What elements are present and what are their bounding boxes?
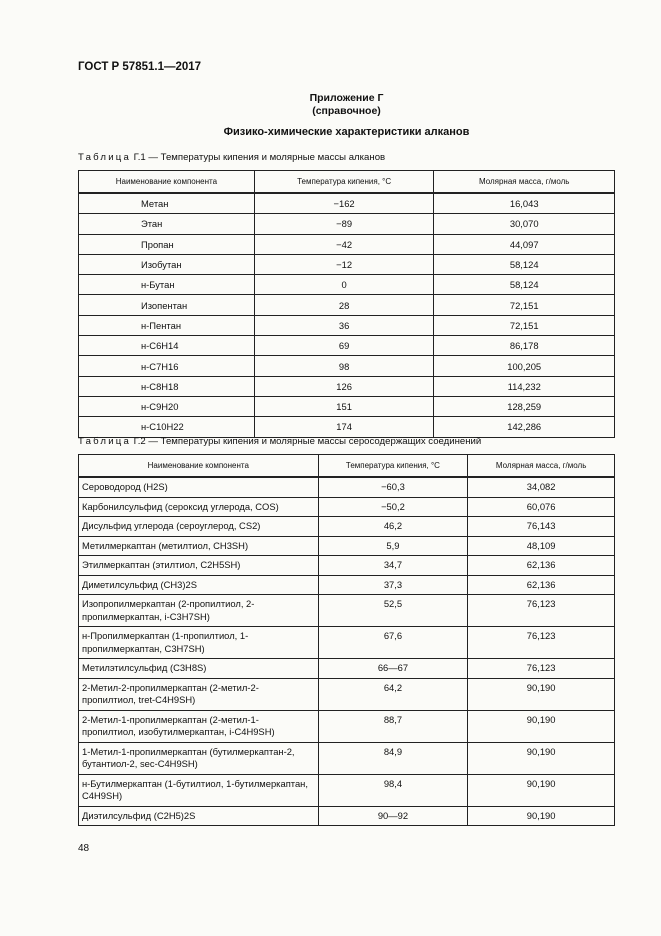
table-cell: 86,178 bbox=[434, 336, 615, 356]
table-row bbox=[79, 710, 615, 742]
table-cell: 44,097 bbox=[434, 234, 615, 254]
table-row bbox=[79, 678, 615, 710]
table-cell: −12 bbox=[254, 254, 434, 274]
table-cell: н-C8H18 bbox=[79, 376, 255, 396]
table-cell: Диэтилсульфид (C2H5)2S bbox=[79, 806, 319, 826]
table-row bbox=[79, 193, 615, 214]
table-cell: н-C10H22 bbox=[79, 417, 255, 437]
table-body bbox=[79, 477, 615, 826]
table-row bbox=[79, 517, 615, 537]
table-cell: 76,143 bbox=[468, 517, 615, 537]
table-cell: 1-Метил-1-пропилмеркаптан (бутилмеркаптан-2, бутантиол-2, sec-C4H9SH) bbox=[79, 742, 319, 774]
table-cell: 58,124 bbox=[434, 275, 615, 295]
table-cell: 100,205 bbox=[434, 356, 615, 376]
table-cell: н-Пентан bbox=[79, 315, 255, 335]
table-cell: Метилмеркаптан (метилтиол, CH3SH) bbox=[79, 536, 319, 556]
table-cell: 88,7 bbox=[318, 710, 468, 742]
table-cell: 36 bbox=[254, 315, 434, 335]
table-cell: 28 bbox=[254, 295, 434, 315]
table-cell: 48,109 bbox=[468, 536, 615, 556]
table-row bbox=[79, 275, 615, 295]
table-cell: −89 bbox=[254, 214, 434, 234]
column-header: Молярная масса, г/моль bbox=[434, 171, 615, 194]
table-cell: 76,123 bbox=[468, 627, 615, 659]
table-cell: Дисульфид углерода (сероуглерод, CS2) bbox=[79, 517, 319, 537]
table-cell: 34,7 bbox=[318, 556, 468, 576]
table-cell: н-C7H16 bbox=[79, 356, 255, 376]
appendix-label: Приложение Г bbox=[309, 92, 384, 104]
table-row bbox=[79, 477, 615, 497]
page-number: 48 bbox=[78, 843, 90, 854]
table-cell: 90,190 bbox=[468, 806, 615, 826]
table-row bbox=[79, 497, 615, 517]
table-cell: 16,043 bbox=[434, 193, 615, 214]
table-cell: −60,3 bbox=[318, 477, 468, 497]
table-cell: 151 bbox=[254, 396, 434, 416]
table-cell: 72,151 bbox=[434, 295, 615, 315]
table1-caption-prefix: Таблица bbox=[78, 152, 132, 163]
table-cell: 76,123 bbox=[468, 659, 615, 679]
table-row bbox=[79, 575, 615, 595]
table2-caption bbox=[78, 436, 481, 447]
table-row bbox=[79, 336, 615, 356]
table-cell: н-C9H20 bbox=[79, 396, 255, 416]
table-cell: 37,3 bbox=[318, 575, 468, 595]
table-cell: −162 bbox=[254, 193, 434, 214]
table-row bbox=[79, 295, 615, 315]
table-cell: 90,190 bbox=[468, 774, 615, 806]
table-cell: Диметилсульфид (CH3)2S bbox=[79, 575, 319, 595]
table-row bbox=[79, 417, 615, 437]
table-row bbox=[79, 396, 615, 416]
table-cell: −50,2 bbox=[318, 497, 468, 517]
table-cell: 90,190 bbox=[468, 678, 615, 710]
table-body bbox=[79, 193, 615, 437]
table-cell: н-Бутилмеркаптан (1-бутилтиол, 1-бутилмеркаптан, C4H9SH) bbox=[79, 774, 319, 806]
table-cell: 69 bbox=[254, 336, 434, 356]
table-cell: Изобутан bbox=[79, 254, 255, 274]
appendix-title: Физико-химические характеристики алканов bbox=[223, 126, 470, 138]
table-cell: Сероводород (H2S) bbox=[79, 477, 319, 497]
table-cell: 174 bbox=[254, 417, 434, 437]
table-row bbox=[79, 234, 615, 254]
table-cell: 126 bbox=[254, 376, 434, 396]
table-cell: 72,151 bbox=[434, 315, 615, 335]
table-cell: Изопентан bbox=[79, 295, 255, 315]
table-cell: 52,5 bbox=[318, 595, 468, 627]
table-cell: 34,082 bbox=[468, 477, 615, 497]
table-cell: −42 bbox=[254, 234, 434, 254]
alkanes-table bbox=[78, 170, 615, 438]
table-row bbox=[79, 214, 615, 234]
table1-caption-text: Г.1 — Температуры кипения и молярные массы алканов bbox=[131, 152, 386, 163]
table-header-row bbox=[79, 171, 615, 194]
table-cell: н-C6H14 bbox=[79, 336, 255, 356]
table-cell: н-Бутан bbox=[79, 275, 255, 295]
table-cell: 2-Метил-1-пропилмеркаптан (2-метил-1-пропилтиол, изобутилмеркаптан, i-C4H9SH) bbox=[79, 710, 319, 742]
table-cell: 5,9 bbox=[318, 536, 468, 556]
table-cell: 58,124 bbox=[434, 254, 615, 274]
table-row bbox=[79, 806, 615, 826]
table-cell: Метилэтилсульфид (C3H8S) bbox=[79, 659, 319, 679]
column-header: Наименование компонента bbox=[79, 455, 319, 478]
table-cell: Карбонилсульфид (сероксид углерода, COS) bbox=[79, 497, 319, 517]
table-row bbox=[79, 595, 615, 627]
table-cell: 128,259 bbox=[434, 396, 615, 416]
table-cell: 30,070 bbox=[434, 214, 615, 234]
table-cell: 67,6 bbox=[318, 627, 468, 659]
table-header-row bbox=[79, 455, 615, 478]
table-row bbox=[79, 254, 615, 274]
standard-code: ГОСТ Р 57851.1—2017 bbox=[78, 61, 202, 73]
sulfur-compounds-table bbox=[78, 454, 615, 826]
table-cell: 84,9 bbox=[318, 742, 468, 774]
table2-caption-prefix: Таблица bbox=[78, 436, 132, 447]
table-cell: 90,190 bbox=[468, 742, 615, 774]
table-row bbox=[79, 659, 615, 679]
table-cell: Изопропилмеркаптан (2-пропилтиол, 2-пропилмеркаптан, i-C3H7SH) bbox=[79, 595, 319, 627]
column-header: Молярная масса, г/моль bbox=[468, 455, 615, 478]
table-row bbox=[79, 742, 615, 774]
table1-caption bbox=[78, 152, 385, 163]
table-cell: Пропан bbox=[79, 234, 255, 254]
table-cell: 0 bbox=[254, 275, 434, 295]
table-cell: Метан bbox=[79, 193, 255, 214]
table-cell: 64,2 bbox=[318, 678, 468, 710]
table-cell: 2-Метил-2-пропилмеркаптан (2-метил-2-пропилтиол, tret-C4H9SH) bbox=[79, 678, 319, 710]
table-cell: 114,232 bbox=[434, 376, 615, 396]
table-cell: 90—92 bbox=[318, 806, 468, 826]
table-cell: 62,136 bbox=[468, 556, 615, 576]
table-row bbox=[79, 376, 615, 396]
table-cell: 142,286 bbox=[434, 417, 615, 437]
table-cell: Этан bbox=[79, 214, 255, 234]
table-cell: 98 bbox=[254, 356, 434, 376]
table-row bbox=[79, 536, 615, 556]
table-row bbox=[79, 315, 615, 335]
table-row bbox=[79, 774, 615, 806]
column-header: Наименование компонента bbox=[79, 171, 255, 194]
table-cell: н-Пропилмеркаптан (1-пропилтиол, 1-пропилмеркаптан, C3H7SH) bbox=[79, 627, 319, 659]
table2-caption-text: Г.2 — Температуры кипения и молярные массы серосодержащих соединений bbox=[131, 436, 482, 447]
table-row bbox=[79, 556, 615, 576]
table-cell: 90,190 bbox=[468, 710, 615, 742]
table-cell: 62,136 bbox=[468, 575, 615, 595]
column-header: Температура кипения, °С bbox=[318, 455, 468, 478]
appendix-kind: (справочное) bbox=[312, 105, 381, 117]
column-header: Температура кипения, °С bbox=[254, 171, 434, 194]
table-cell: 46,2 bbox=[318, 517, 468, 537]
table-row bbox=[79, 356, 615, 376]
table-cell: 76,123 bbox=[468, 595, 615, 627]
table-row bbox=[79, 627, 615, 659]
table-cell: Этилмеркаптан (этилтиол, C2H5SH) bbox=[79, 556, 319, 576]
table-cell: 98,4 bbox=[318, 774, 468, 806]
table-cell: 66—67 bbox=[318, 659, 468, 679]
table-cell: 60,076 bbox=[468, 497, 615, 517]
